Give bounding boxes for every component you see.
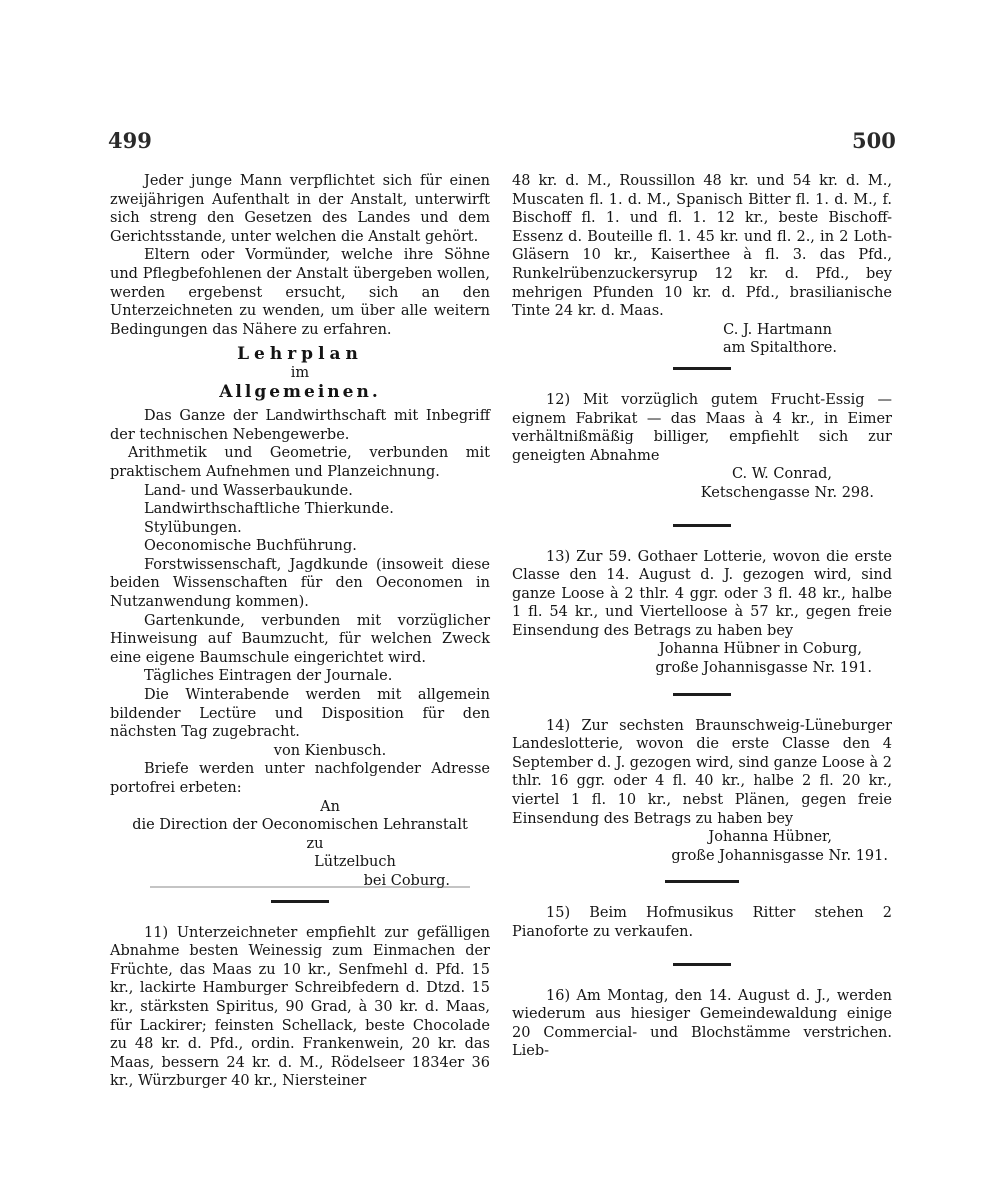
section-divider <box>673 367 731 370</box>
address-coburg: bei Coburg. <box>363 872 450 889</box>
advertisement-14: 14) Zur sechsten Braunschweig-Lüneburger Landeslotterie, wovon die erste Classe den 4 September d. J. gezogen wird, sind ganze Loose à 2 thlr. 16 ggr. oder 4 fl. 40 kr., halbe 2 fl. 20 kr., viertel 1 fl. 10 kr., nebst Plänen, gegen freie Einsendung des Betrags zu haben bey <box>512 717 892 827</box>
heading-lehrplan: Lehrplan <box>237 344 363 365</box>
advertisement-12: 12) Mit vorzüglich gutem Frucht-Essig — eignem Fabrikat — das Maas à 4 kr., in Eimer verhältnißmäßig billiger, empfiehlt sich zur geneigten Abnahme <box>512 391 892 464</box>
heading-allgemeinen: Allgemeinen. <box>219 381 381 402</box>
paragraph-parents: Eltern oder Vormünder, welche ihre Söhne und Pflegbefohlenen der Anstalt übergeben wollen, werden ergebenst ersucht, sich an den Unterzeichneten zu wenden, um über alle weitern Bedingungen das Nähere zu erfahren. <box>110 247 490 338</box>
bleed-through-text <box>560 140 564 155</box>
curriculum-item: Stylübungen. <box>144 519 242 536</box>
paragraph-obligation: Jeder junge Mann verpflichtet sich für einen zweijährigen Aufenthalt in der Anstalt, unterwirft sich streng den Gesetzen des Landes und dem Gerichtsstande, unter welchen die Anstalt gehört. <box>110 173 490 245</box>
curriculum-item: Gartenkunde, verbunden mit vorzüglicher Hinweisung auf Baumzucht, für welchen Zweck eine eigene Baumschule eingerichtet wird. <box>110 612 490 666</box>
heading-im: im <box>290 364 310 381</box>
advertisement-15: 15) Beim Hofmusikus Ritter stehen 2 Pianoforte zu verkaufen. <box>512 905 892 940</box>
curriculum-item: Forstwissenschaft, Jagdkunde (insoweit diese beiden Wissenschaften für den Oeconomen in Nutzanwendung kommen). <box>110 556 490 611</box>
faint-rule <box>150 886 470 888</box>
curriculum-item: Die Winterabende werden mit allgemein bildender Lectüre und Disposition für den nächsten Tag zugebracht. <box>110 687 490 741</box>
paragraph-letters: Briefe werden unter nachfolgender Adresse portofrei erbeten: <box>110 761 490 796</box>
left-column <box>110 172 490 1091</box>
section-divider <box>665 880 739 883</box>
address-place: Lützelbuch <box>314 854 396 871</box>
advertisement-13: 13) Zur 59. Gothaer Lotterie, wovon die erste Classe den 14. August d. J. gezogen wird, sind ganze Loose à 2 thlr. 4 ggr. oder 3 fl. 48 kr., halbe 1 fl. 54 kr., und Viertelloose à 57 kr., gegen freie Einsendung des Betrags zu haben bey <box>512 548 892 639</box>
curriculum-item: Landwirthschaftliche Thierkunde. <box>144 501 394 518</box>
curriculum-item: Arithmetik und Geometrie, verbunden mit praktischem Aufnehmen und Planzeichnung. <box>110 445 490 480</box>
signature-conrad: C. W. Conrad, <box>731 466 832 483</box>
signature-huebner-13-address: große Johannisgasse Nr. 191. <box>655 660 872 677</box>
signature-hartmann: C. J. Hartmann <box>723 321 832 338</box>
address-direction: die Direction der Oeconomischen Lehranstalt <box>132 817 468 834</box>
section-divider <box>271 900 329 903</box>
curriculum-item: Land- und Wasserbaukunde. <box>144 482 353 499</box>
advertisement-16: 16) Am Montag, den 14. August d. J., werden wiederum aus hiesiger Gemeindewaldung einige 20 Commercial- und Blochstämme verstrichen. Lieb- <box>512 987 892 1060</box>
section-divider <box>673 693 731 696</box>
page-number-left: 499 <box>108 128 152 153</box>
curriculum-item: Tägliches Eintragen der Journale. <box>144 668 393 685</box>
address-zu: zu <box>306 835 324 852</box>
page-number-right: 500 <box>852 128 896 153</box>
curriculum-item: Oeconomische Buchführung. <box>144 538 357 555</box>
advertisement-11-continued: 48 kr. d. M., Roussillon 48 kr. und 54 kr. d. M., Muscaten fl. 1. d. M., Spanisch Bitter fl. 1. d. M., f. Bischoff fl. 1. und fl. 1. 12 kr., beste Bischoff-Essenz d. Bouteille fl. 1. 45 kr. und fl. 2., in 2 Loth-Gläsern 10 kr., Kaiserthee à fl. 3. das Pfd., Runkelrübenzuckersyrup 12 kr. d. Pfd., bey mehrigen Pfunden 10 kr. d. Pfd., brasilianische Tinte 24 kr. d. Maas. <box>512 173 892 320</box>
signature-conrad-address: Ketschengasse Nr. 298. <box>700 484 874 501</box>
curriculum-item: Das Ganze der Landwirthschaft mit Inbegriff der technischen Nebengewerbe. <box>110 408 490 443</box>
address-an: An <box>320 798 340 815</box>
signature-huebner-13: Johanna Hübner in Coburg, <box>658 641 862 658</box>
section-divider <box>673 524 731 527</box>
signature-kienbusch: von Kienbusch. <box>273 742 387 759</box>
signature-hartmann-address: am Spitalthore. <box>723 340 837 357</box>
advertisement-11: 11) Unterzeichneter empfiehlt zur gefälligen Abnahme besten Weinessig zum Einmachen der Früchte, das Maas zu 10 kr., Senfmehl d. Pfd. 15 kr., lackirte Hamburger Schreibfedern d. Dtzd. 15 kr., stärksten Spiritus, 90 Grad, à 30 kr. d. Maas, für Lackirer; feinsten Schellack, beste Chocolade zu 48 kr. d. Pfd., ordin. Frankenwein, 20 kr. das Maas, bessern 24 kr. d. M., Rödelseer 1834er 36 kr., Würzburger 40 kr., Niersteiner <box>110 924 490 1090</box>
signature-huebner-14: Johanna Hübner, <box>708 829 832 846</box>
section-divider <box>673 963 731 966</box>
right-column <box>512 172 892 1061</box>
signature-huebner-14-address: große Johannisgasse Nr. 191. <box>671 847 888 864</box>
